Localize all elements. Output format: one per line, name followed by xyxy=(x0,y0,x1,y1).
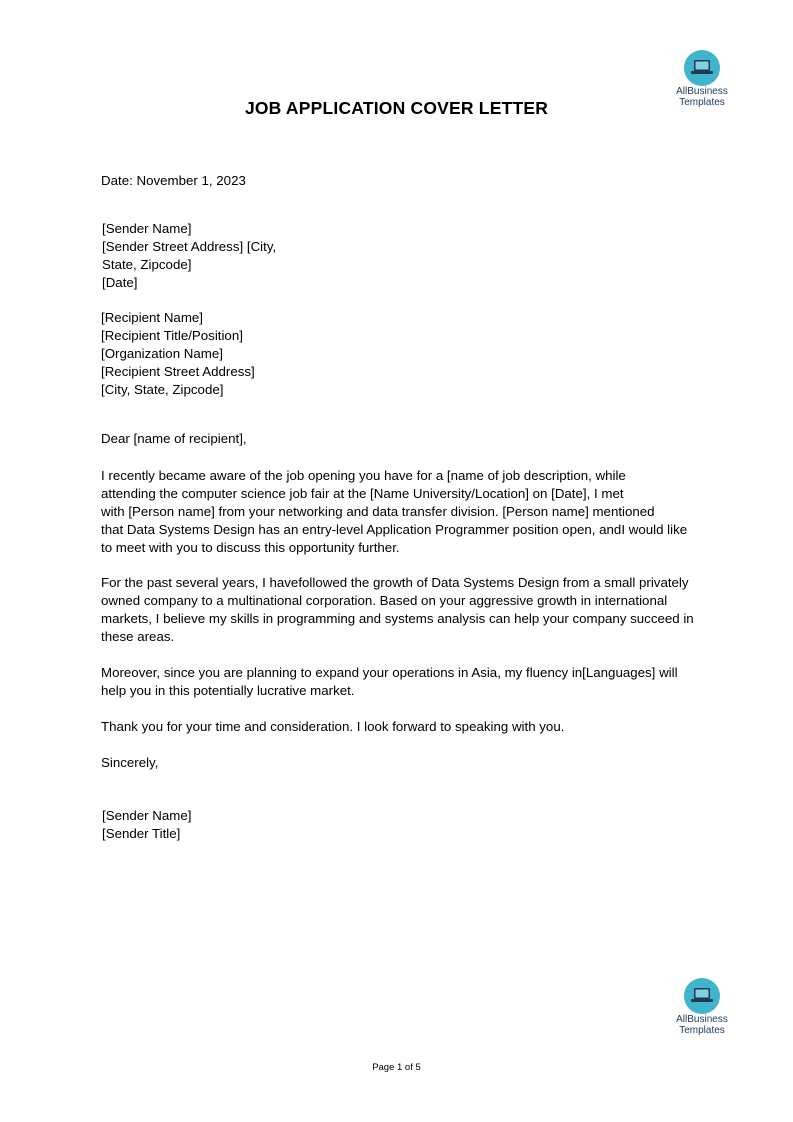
allbusiness-logo-bottom xyxy=(662,978,742,1036)
logo-text-line1: AllBusiness xyxy=(676,1014,728,1025)
sender-state-zip: State, Zipcode] xyxy=(102,257,192,272)
logo-text-line2: Templates xyxy=(679,1025,725,1036)
page-number: Page 1 of 5 xyxy=(372,1062,421,1073)
signature-sender-name: [Sender Name] xyxy=(102,808,192,823)
paragraph-line: markets, I believe my skills in programming and systems analysis can help your company succeed in xyxy=(101,611,694,626)
body-paragraph-3 xyxy=(101,664,678,700)
logo-text-line1: AllBusiness xyxy=(676,86,728,97)
body-paragraph-4 xyxy=(101,718,564,736)
sender-address: [Sender Street Address] [City, xyxy=(102,239,277,254)
paragraph-line: with [Person name] from your networking and data transfer division. [Person name] mentioned xyxy=(101,504,655,519)
paragraph-line: that Data Systems Design has an entry-level Application Programmer position open, andI would like xyxy=(101,522,688,537)
signature-sender-title: [Sender Title] xyxy=(102,826,181,841)
closing: Sincerely, xyxy=(101,755,159,770)
recipient-organization: [Organization Name] xyxy=(101,346,223,361)
recipient-city-state-zip: [City, State, Zipcode] xyxy=(101,382,224,397)
paragraph-line: attending the computer science job fair at the [Name University/Location] on [Date], I met xyxy=(101,486,624,501)
recipient-street: [Recipient Street Address] xyxy=(101,364,255,379)
logo-text-line2: Templates xyxy=(679,97,725,108)
body-paragraph-2 xyxy=(101,574,694,646)
sender-name: [Sender Name] xyxy=(102,221,192,236)
paragraph-line: I recently became aware of the job opening you have for a [name of job description, while xyxy=(101,468,626,483)
paragraph-line: For the past several years, I havefollowed the growth of Data Systems Design from a small privately xyxy=(101,575,689,590)
date-line: Date: November 1, 2023 xyxy=(101,173,246,188)
recipient-title: [Recipient Title/Position] xyxy=(101,328,243,343)
paragraph-line: Moreover, since you are planning to expand your operations in Asia, my fluency in[Languages] will xyxy=(101,665,678,680)
laptop-icon xyxy=(684,978,720,1014)
sender-date: [Date] xyxy=(102,275,138,290)
paragraph-line: these areas. xyxy=(101,629,175,644)
laptop-icon xyxy=(684,50,720,86)
paragraph-line: help you in this potentially lucrative market. xyxy=(101,683,355,698)
paragraph-line: owned company to a multinational corporation. Based on your aggressive growth in international xyxy=(101,593,668,608)
body-paragraph-1 xyxy=(101,467,687,557)
recipient-name: [Recipient Name] xyxy=(101,310,203,325)
document-title: JOB APPLICATION COVER LETTER xyxy=(244,98,549,118)
paragraph-line: to meet with you to discuss this opportunity further. xyxy=(101,540,400,555)
salutation: Dear [name of recipient], xyxy=(101,431,247,446)
paragraph-line: Thank you for your time and consideration. I look forward to speaking with you. xyxy=(101,719,565,734)
